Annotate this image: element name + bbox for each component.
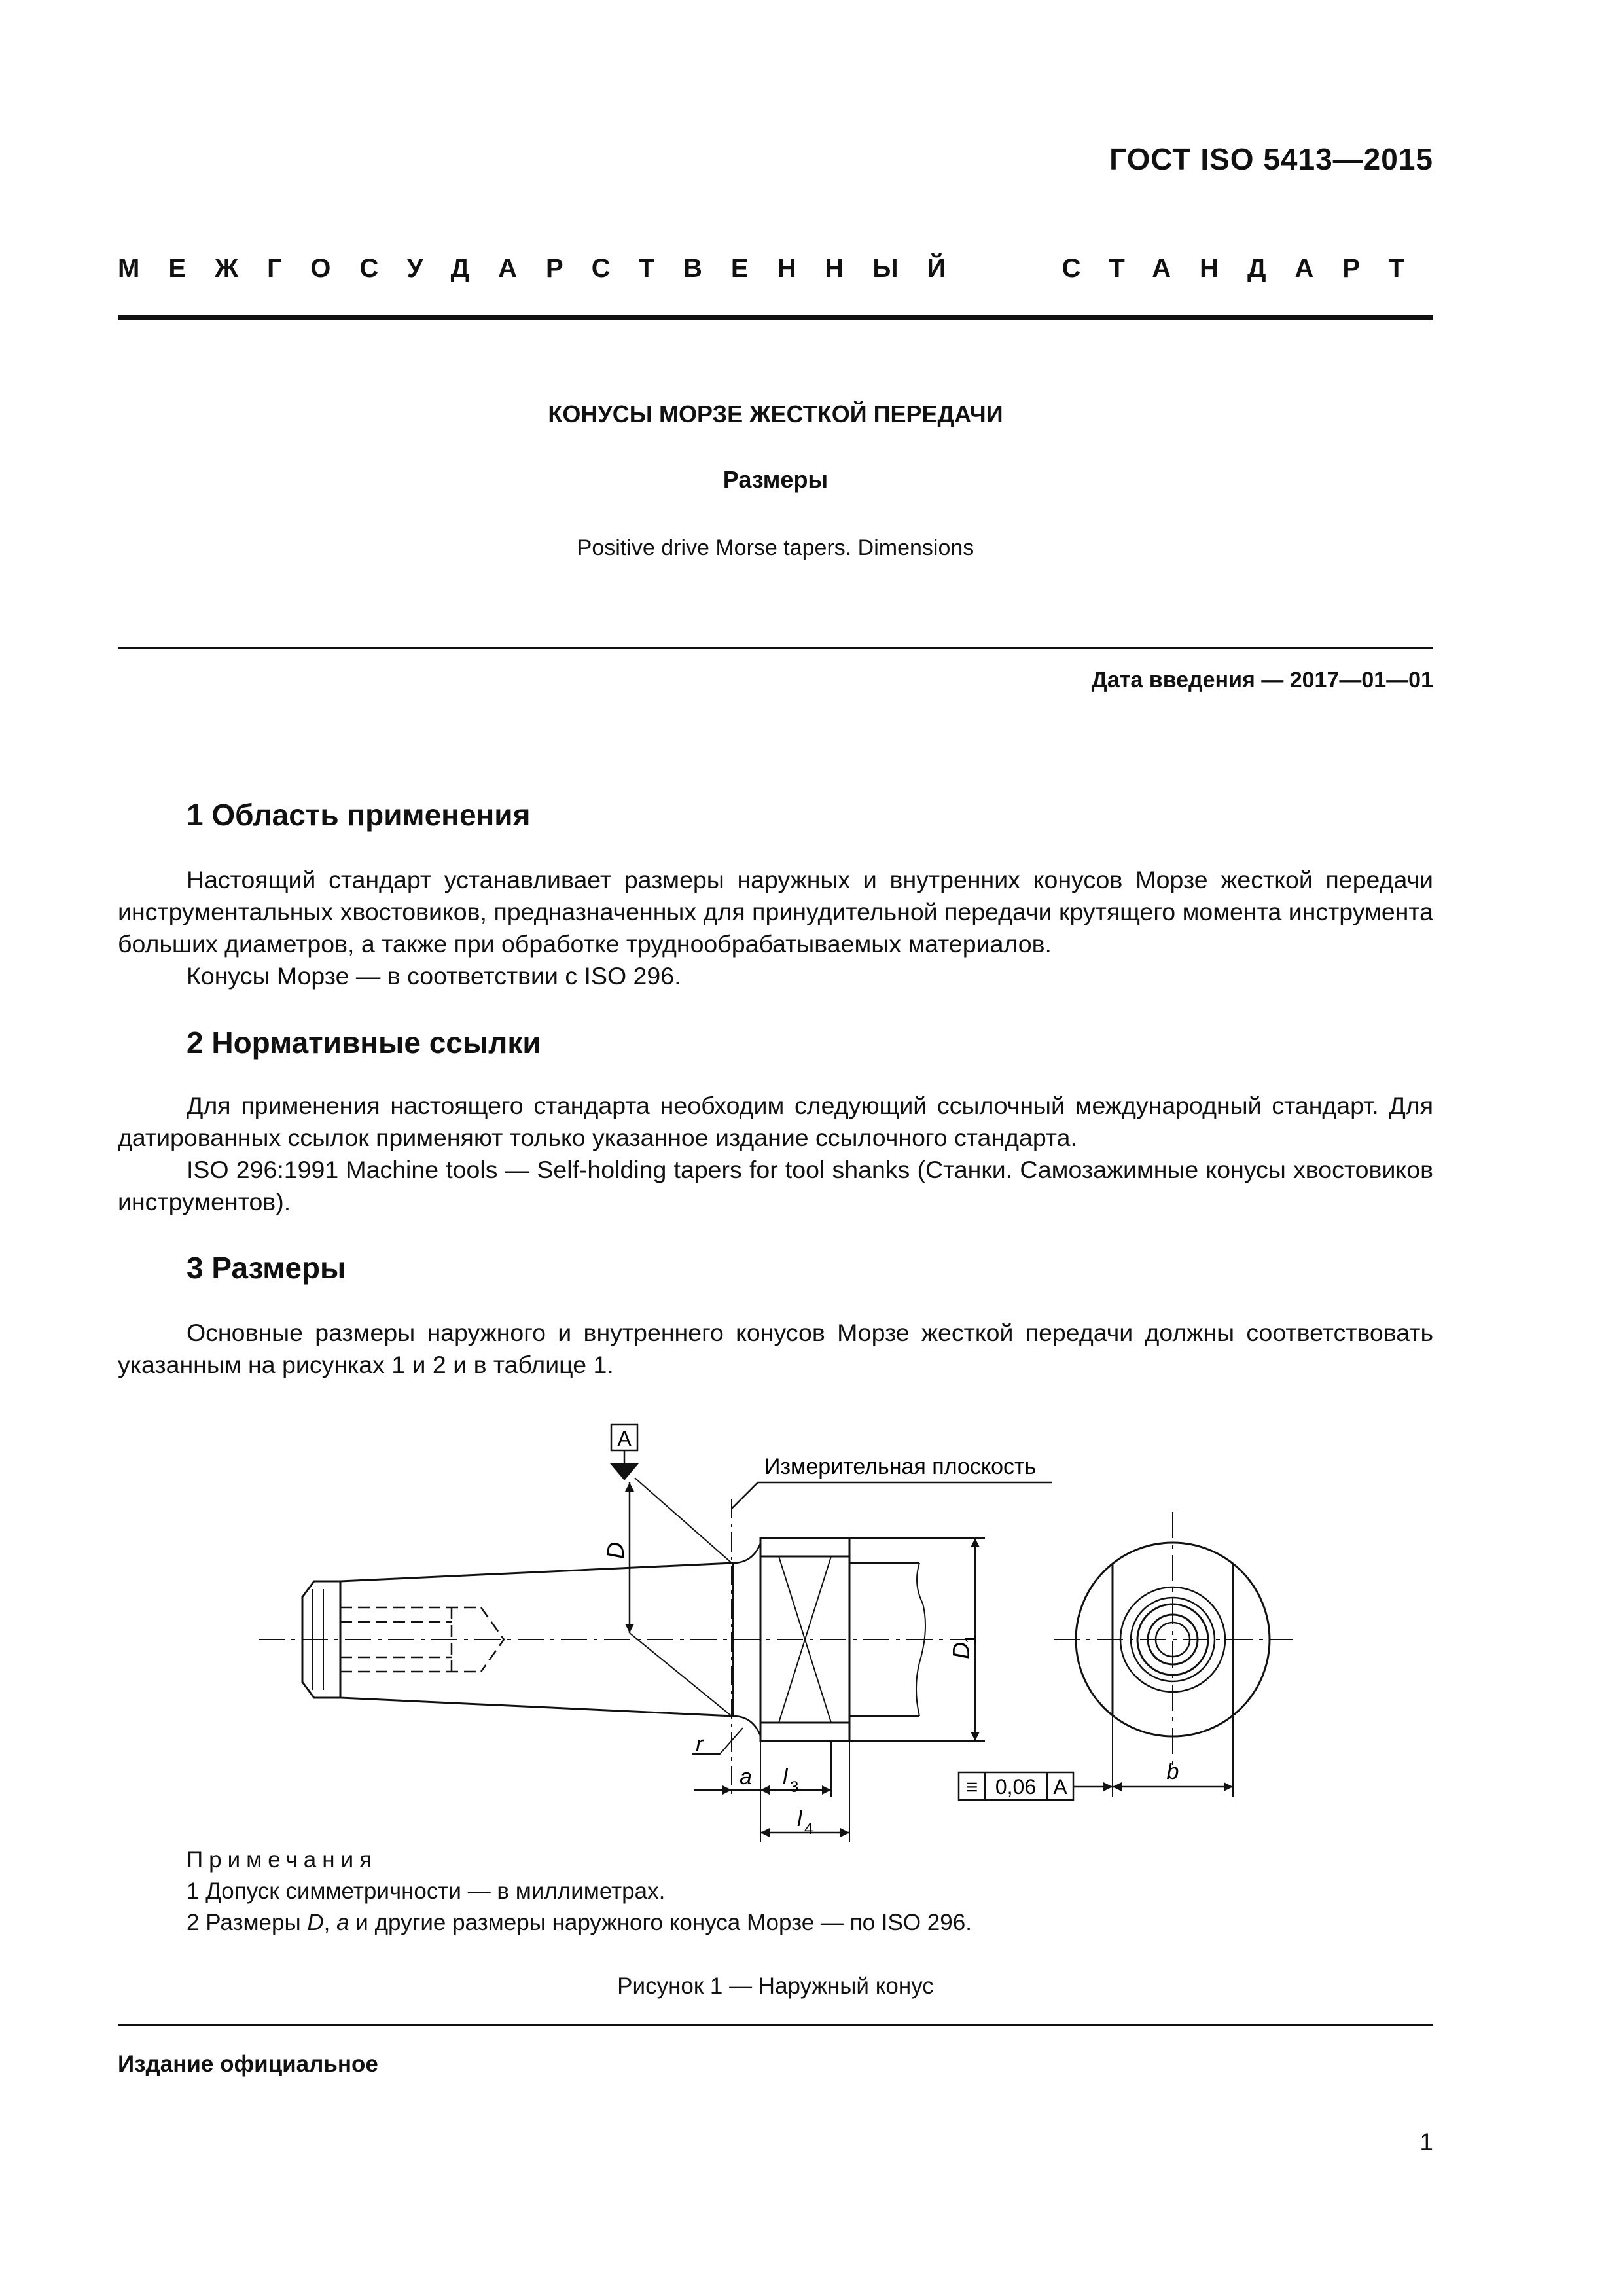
datum-triangle	[610, 1463, 639, 1480]
note-2-a: a	[336, 1910, 349, 1935]
note-1: 1 Допуск симметричности — в миллиметрах.	[187, 1878, 666, 1904]
section-3-heading: 3 Размеры	[187, 1251, 346, 1285]
symmetry-symbol: ≡	[965, 1775, 978, 1799]
dimension-D-extension	[635, 1478, 732, 1563]
dimension-l4-subscript: 4	[804, 1820, 813, 1838]
dimension-b-label: b	[1166, 1759, 1179, 1784]
standard-type-title: МЕЖГОСУДАРСТВЕННЫЙ СТАНДАРТ	[118, 254, 1433, 283]
notes-heading: Примечания	[187, 1847, 378, 1873]
document-number: ГОСТ ISO 5413—2015	[1109, 142, 1433, 176]
datum-A-label: A	[617, 1427, 632, 1450]
tolerance-value: 0,06	[995, 1775, 1037, 1799]
section-2-heading: 2 Нормативные ссылки	[187, 1026, 541, 1060]
dimension-D-extension-lower	[630, 1633, 732, 1716]
section-2-paragraph-2: ISO 296:1991 Machine tools — Self-holding tapers for tool shanks (Станки. Самозажимные конусы хвостовиков инструментов).	[118, 1156, 1433, 1215]
dimension-r-label: r	[696, 1732, 704, 1757]
document-subtitle: Размеры	[722, 466, 829, 493]
english-title: Positive drive Morse tapers. Dimensions	[577, 535, 974, 560]
introduction-date: Дата введения — 2017—01—01	[1091, 668, 1433, 692]
note-2-comma: ,	[323, 1910, 337, 1935]
section-1-heading: 1 Область применения	[187, 798, 531, 832]
dimension-l3-subscript: 3	[790, 1778, 799, 1796]
section-2-paragraph-1: Для применения настоящего стандарта необходим следующий ссылочный международный стандарт. Для датированных ссылок применяют только указанное издание ссылочного стандарта.	[118, 1092, 1433, 1151]
dimension-D-label: D	[602, 1542, 629, 1559]
dimension-l3-label: l	[783, 1765, 788, 1789]
dimension-l4-label: l	[797, 1806, 802, 1831]
page-number: 1	[1419, 2128, 1433, 2155]
note-2-prefix: 2 Размеры	[187, 1910, 308, 1935]
section-3-paragraph-1: Основные размеры наружного и внутреннего конусов Морзе жесткой передачи должны соответствовать указанным на рисунках 1 и 2 и в таблице 1.	[118, 1319, 1433, 1378]
figure-notes	[187, 1844, 972, 1939]
note-2-suffix: и другие размеры наружного конуса Морзе — по ISO 296.	[349, 1910, 972, 1935]
dimension-a-label: a	[740, 1765, 752, 1789]
section-1-paragraph-2: Конусы Морзе — в соответствии с ISO 296.	[187, 962, 681, 990]
edition-label: Издание официальное	[118, 2051, 378, 2077]
measuring-plane-label: Измерительная плоскость	[764, 1454, 1037, 1479]
tolerance-datum: A	[1053, 1775, 1067, 1799]
fillet-top	[733, 1543, 760, 1563]
dimension-D1-subscript: 1	[962, 1634, 980, 1643]
note-2	[187, 1907, 972, 1939]
section-1-paragraph-1: Настоящий стандарт устанавливает размеры наружных и внутренних конусов Морзе жесткой передачи инструментальных хвостовиков, предназначенных для принудительной передачи крутящего момента инструмента больших диаметров, а также при обработке труднообрабатываемых материалов.	[118, 866, 1433, 958]
dimension-D1-letter: D	[948, 1642, 974, 1659]
note-2-D: D	[307, 1910, 324, 1935]
figure-caption: Рисунок 1 — Наружный конус	[617, 1973, 934, 1999]
document-title: КОНУСЫ МОРЗЕ ЖЕСТКОЙ ПЕРЕДАЧИ	[548, 401, 1003, 427]
footer-rule	[118, 2024, 1433, 2026]
measuring-plane-leader	[732, 1482, 1052, 1509]
fillet-bottom	[733, 1716, 760, 1736]
